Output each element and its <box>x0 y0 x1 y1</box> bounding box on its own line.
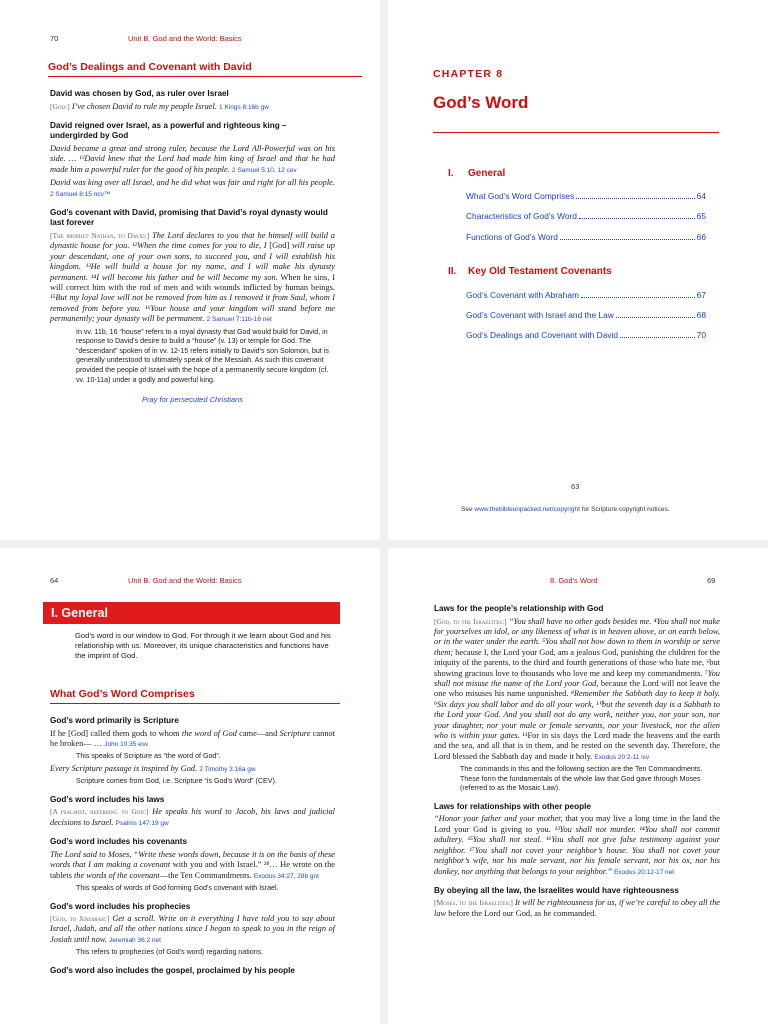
verse-block <box>434 802 720 878</box>
scripture-text: The Lord said to Moses, “Write these words down, because it is on the basis of these words that I am making a covenant <box>50 849 335 870</box>
scripture-reference-link[interactable]: 2 Timothy 3:16a gw <box>199 765 256 773</box>
intro-paragraph: God’s word is our window to God. For through it we learn about God and his relationship with us. Moreover, its unique characteristics and functions have the imprint of God. <box>75 631 331 661</box>
toc-item-page: 64 <box>696 191 706 201</box>
dot-leader <box>616 317 695 318</box>
toc-section-numeral: I. <box>448 168 454 179</box>
toc-item[interactable] <box>466 310 706 320</box>
toc-section <box>448 168 505 179</box>
scripture-text: [God] <box>269 241 290 251</box>
scripture-text: the word of God <box>181 728 237 738</box>
subheading: David reigned over Israel, as a powerful and righteous king – undergirded by God <box>50 120 287 141</box>
commentary-note: This refers to prophecies (of God’s word) regarding nations. <box>76 948 264 957</box>
page-body <box>434 604 720 927</box>
scripture-text: Scripture <box>279 728 311 738</box>
toc-item-page: 67 <box>696 290 706 300</box>
scripture-reference-link[interactable]: Exodus 20:12-17 net <box>614 868 675 876</box>
commentary-note: In vv. 11b, 16 “house” refers to a royal dynasty that God would build for David, in response to David’s desire to build a “house” (v. 13) or temple for God. The “descendant” spoken of in vv. 12-15 refers initially to David’s son Solomon, but is generally understood to ultimately speak of the Messiah. As such this covenant provided the people of Israel with the hope of a permanently secure kingdom (cf. vv. 10-11a) under a godly and powerful king. <box>76 327 329 384</box>
toc-item-title: God’s Dealings and Covenant with David <box>466 330 619 340</box>
subheading: God’s covenant with David, promising that David’s royal dynasty would last forever <box>50 207 328 228</box>
subheading: God’s word primarily is Scripture <box>50 716 179 725</box>
subheading: God’s word also includes the gospel, proclaimed by his people <box>50 965 295 975</box>
page-number: 70 <box>50 34 59 43</box>
scripture-text: because I, the Lord your God, am a jealous God, punishing the children for the iniquity of the parents, to the third and fourth generations of those who hate me, ⁶but showing gracious love to thousands who love me and keep my commandments. <box>434 647 720 678</box>
toc-item-title: Functions of God’s Word <box>466 232 558 242</box>
toc-item[interactable] <box>466 211 706 221</box>
toc-item-title: What God’s Word Comprises <box>466 191 575 201</box>
page-63 <box>388 0 768 540</box>
subheading: God’s word includes his covenants <box>50 837 188 847</box>
commentary-note: Scripture comes from God, i.e. Scripture “is God’s Word” (CEV). <box>76 777 277 786</box>
page-69 <box>388 548 768 1024</box>
verse-block <box>50 795 335 829</box>
toc-section-title: General <box>468 168 506 179</box>
toc-item-title: Characteristics of God’s Word <box>466 211 577 221</box>
scripture-text: When he sins, I will correct him with the rod of men and with wounds inflicted by human beings. <box>50 272 335 292</box>
toc-section-numeral: II. <box>448 266 457 277</box>
toc-item[interactable] <box>466 330 706 340</box>
verse-block <box>50 716 335 787</box>
page-number: 64 <box>50 576 59 585</box>
prayer-note: Pray for persecuted Christians <box>142 395 243 405</box>
section-bar: I. General <box>43 602 340 624</box>
scripture-text: “Honor your father and your mother, <box>434 814 563 824</box>
scripture-text: ⁸Remember the Sabbath day to keep it holy. ⁹Six days you shall labor and do all your work, ¹⁰but the seventh day is a Sabbath to the Lord your God. And you shall not do any work, neither you, nor your son, nor your daughter, nor your male or female servants, nor your livestock, nor the alien who is within your gates. <box>434 689 720 740</box>
subheading: Laws for relationships with other people <box>434 801 591 811</box>
toc-item[interactable] <box>466 232 706 242</box>
scripture-text: that you may live a long time in the land the Lord your God is giving to you. <box>434 814 720 834</box>
commentary-note: The commands in this and the following section are the Ten Commandments. These form the fundamentals of the whole law that God gave through Moses (referred to as the Mosaic Law). <box>460 765 703 793</box>
verse-block <box>50 837 335 893</box>
scripture-text: because the Lord will not leave the one who misuses his name unpunished. <box>434 678 720 699</box>
speaker-tag: [The prophet Nathan, to David:] <box>50 230 150 240</box>
subheading: By obeying all the law, the Israelites would have righteousness <box>434 885 679 895</box>
copyright-link[interactable]: www.thebibleunpacked.net/copyright <box>474 506 580 513</box>
scripture-text: with you and with Israel.” ²⁸… He wrote on the tablets <box>50 860 336 880</box>
toc-item-page: 66 <box>696 232 706 242</box>
speaker-tag: [Moses, to the Israelites:] <box>434 898 513 908</box>
scripture-text: [God] <box>68 728 89 738</box>
scripture-text: before the Lord our God, as he commanded. <box>448 908 597 918</box>
scripture-text: came—and <box>239 728 278 738</box>
scripture-text: “You shall have no other gods besides me. ⁴You shall not make for yourselves an idol, or any likeness of what is in heaven above, or on earth below, or in the water under the earth. ⁵You shall not bow down to them in worship or serve them; <box>434 616 721 657</box>
scripture-text: the words of the covenant <box>73 870 160 880</box>
speaker-tag: [God, to Jeremiah:] <box>50 914 110 924</box>
speaker-tag: [God:] <box>50 101 70 111</box>
scripture-text: Every Scripture passage is inspired by God. <box>50 763 198 773</box>
verse-block <box>434 604 720 794</box>
scripture-text: cannot be broken— … <box>50 728 336 748</box>
scripture-reference-link[interactable]: 1 Kings 8:16b gw <box>219 103 269 111</box>
toc-item[interactable] <box>466 191 706 201</box>
copyright-notice <box>461 506 670 513</box>
toc-item[interactable] <box>466 290 706 300</box>
scripture-text: ¹³You shall not murder. ¹⁴You shall not commit adultery. ¹⁵You shall not steal. ¹⁶You shall not give false testimony against your neighbor. ¹⁷You shall not covet your neighbor’s house. You shall not covet your neighbor’s wife, nor his male servant, nor his female servant, nor his ox, nor his donkey, nor anything that belongs to your neighbor.” <box>434 824 721 876</box>
scripture-text: I’ve chosen David to rule my people Israel. <box>71 101 217 111</box>
toc-item-page: 65 <box>696 211 706 221</box>
page-body <box>50 716 335 978</box>
running-head: Unit B. God and the World: Basics <box>128 576 242 585</box>
scripture-text: If he <box>50 728 66 738</box>
toc-item-page: 70 <box>696 330 706 340</box>
scripture-text: Get a scroll. Write on it everything I have told you to say about Israel, Judah, and all the other nations since I began to speak to you in the reign of Josiah until now. <box>50 914 335 944</box>
commentary-note: This speaks of words of God forming God’s covenant with Israel. <box>76 883 279 892</box>
scripture-text: ¹¹For in six days the Lord made the heavens and the earth and the sea, and all that is in them, and he rested on the seventh day. Therefore, the Lord blessed the Sabbath day and made it holy. <box>434 730 720 761</box>
scripture-reference-link[interactable]: John 10:35 esv <box>104 740 149 748</box>
scripture-reference-link[interactable]: Exodus 20:2-11 isv <box>594 753 650 761</box>
scripture-text: He speaks his word to Jacob, his laws and judicial decisions to Israel. <box>50 807 335 827</box>
dot-leader <box>560 239 695 240</box>
page-body <box>50 89 335 404</box>
subheading: God’s word includes his prophecies <box>50 901 191 911</box>
speaker-tag: [God, to the Israelites:] <box>434 616 507 626</box>
scripture-text: David became a great and strong ruler, because the Lord All-Powerful was on his side. … ¹²David knew that the Lord had made him king of Israel and that he had made him a powerful ruler for the good of his people. <box>50 143 335 174</box>
scripture-reference-link[interactable]: 2 Samuel 7:11b-16 net <box>206 316 272 324</box>
scripture-reference-link[interactable]: 2 Samuel 8:15 ncv™ <box>50 190 111 198</box>
scripture-text: David was king over all Israel, and he did what was fair and right for all his people. <box>50 178 335 188</box>
scripture-text: —the Ten Commandments. <box>159 870 252 880</box>
page-number: 69 <box>707 576 716 585</box>
divider <box>433 132 719 133</box>
scripture-reference-link[interactable]: Exodus 34:27, 28b gnt <box>253 872 319 880</box>
dot-leader <box>579 218 695 219</box>
toc-item-page: 68 <box>696 310 706 320</box>
copyright-text: See <box>461 506 473 513</box>
toc-section-title: Key Old Testament Covenants <box>468 266 612 277</box>
verse-block <box>434 886 720 919</box>
dot-leader <box>581 297 695 298</box>
chapter-title: God’s Word <box>433 93 529 112</box>
dot-leader <box>576 198 695 199</box>
scripture-text: ¹⁵But my loyal love will not be removed from him as I removed it from Saul, whom I removed from before you. ¹⁶Your house and your kingdom will stand before me permanently; your dynasty will be permanent. <box>50 293 335 324</box>
verse-block <box>50 208 335 385</box>
dot-leader <box>620 337 695 338</box>
subsection-title: What God’s Word Comprises <box>50 688 340 704</box>
copyright-text: for Scripture copyright notices. <box>581 506 670 513</box>
subheading: David was chosen by God, as ruler over Israel <box>50 89 229 98</box>
page-64 <box>0 548 380 1024</box>
commentary-note: This speaks of Scripture as “the word of God”. <box>76 752 221 761</box>
scripture-text: ⁷You shall not misuse the name of the Lord your God, <box>434 668 720 688</box>
running-head: 8. God’s Word <box>550 576 598 585</box>
chapter-label: CHAPTER 8 <box>433 68 504 80</box>
scripture-text: called them gods to whom <box>90 728 180 738</box>
scripture-text: will raise up your descendant, one of your own sons, to succeed you, and I will establish his kingdom. ¹³He will build a house for my name, and I will make his dynasty permanent. ¹⁴I will become his father and he will become my son. <box>50 241 335 282</box>
verse-block <box>50 121 335 200</box>
toc-item-title: God’s Covenant with Abraham <box>466 290 579 300</box>
scripture-reference-link[interactable]: Jeremiah 36:2 net <box>108 936 161 944</box>
running-head: Unit B. God and the World: Basics <box>128 34 242 43</box>
scripture-text: The Lord declares to you that he himself will build a dynastic house for you. ¹²When the time comes for you to die, I <box>50 230 335 251</box>
speaker-tag: [A psalmist, referring to God:] <box>50 807 149 817</box>
subheading: Laws for the people’s relationship with God <box>434 604 604 613</box>
toc-item-title: God’s Covenant with Israel and the Law <box>466 310 614 320</box>
page-70 <box>0 0 380 540</box>
page-number: 63 <box>571 482 580 491</box>
verse-block <box>50 89 335 113</box>
scripture-reference-link[interactable]: 2 Samuel 5:10, 12 cev <box>231 166 297 174</box>
scripture-reference-link[interactable]: Psalms 147:19 gw <box>115 819 169 827</box>
section-title: God’s Dealings and Covenant with David <box>48 61 362 77</box>
toc-section <box>448 266 612 277</box>
scripture-text: It will be righteousness for us, if we’re careful to obey all the law <box>434 898 721 918</box>
verse-block <box>50 902 335 958</box>
subheading: God’s word includes his laws <box>50 794 165 804</box>
